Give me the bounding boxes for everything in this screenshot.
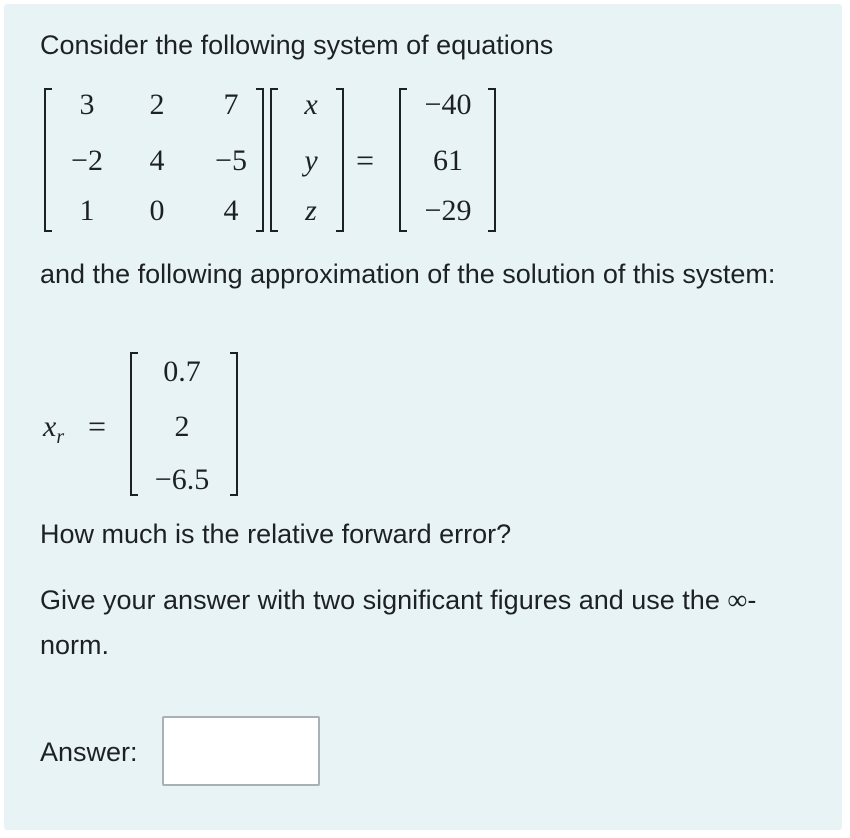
approximation-text: and the following approximation of the solution of this system: (40, 259, 776, 289)
matrix-a-cell: 4 (149, 144, 165, 177)
matrix-a-cell: 7 (223, 88, 239, 121)
matrix-a-cell: 1 (79, 194, 95, 227)
answer-label: Answer: (40, 737, 138, 767)
approx-cell: −6.5 (154, 463, 210, 496)
vector-b-left-bracket (399, 88, 407, 232)
answer-input[interactable] (162, 716, 320, 786)
vector-x-cell: y (304, 144, 318, 177)
matrix-a-cell: 4 (223, 194, 239, 227)
equals-sign: = (356, 142, 375, 178)
matrix-a-cell: 3 (79, 88, 95, 121)
matrix-a-cell: 0 (149, 194, 165, 227)
intro-text: Consider the following system of equations (40, 30, 554, 60)
approx-left-bracket (130, 352, 138, 496)
matrix-a-cell: 2 (149, 88, 165, 121)
vector-b-cell: 61 (433, 144, 463, 177)
matrix-a-cell: −2 (71, 144, 103, 177)
vector-x-cell: x (304, 88, 318, 121)
matrix-a-left-bracket (44, 88, 52, 232)
vector-b-right-bracket (488, 88, 496, 232)
approx-label: $x_r$ (43, 410, 65, 448)
question-instruction: Give your answer with two significant figures and use the ∞-norm. (40, 585, 757, 660)
vector-b-cell: −29 (424, 194, 472, 227)
vector-x-cell: z (305, 194, 317, 227)
approx-cell: 2 (174, 410, 190, 443)
approx-right-bracket (230, 352, 238, 496)
question-prompt: How much is the relative forward error? (40, 519, 512, 549)
approx-equals-sign: = (88, 408, 107, 444)
infinity-symbol: ∞ (727, 585, 748, 616)
matrix-a-cell: −5 (215, 144, 247, 177)
approx-cell: 0.7 (163, 355, 201, 388)
vector-b-cell: −40 (424, 88, 472, 121)
